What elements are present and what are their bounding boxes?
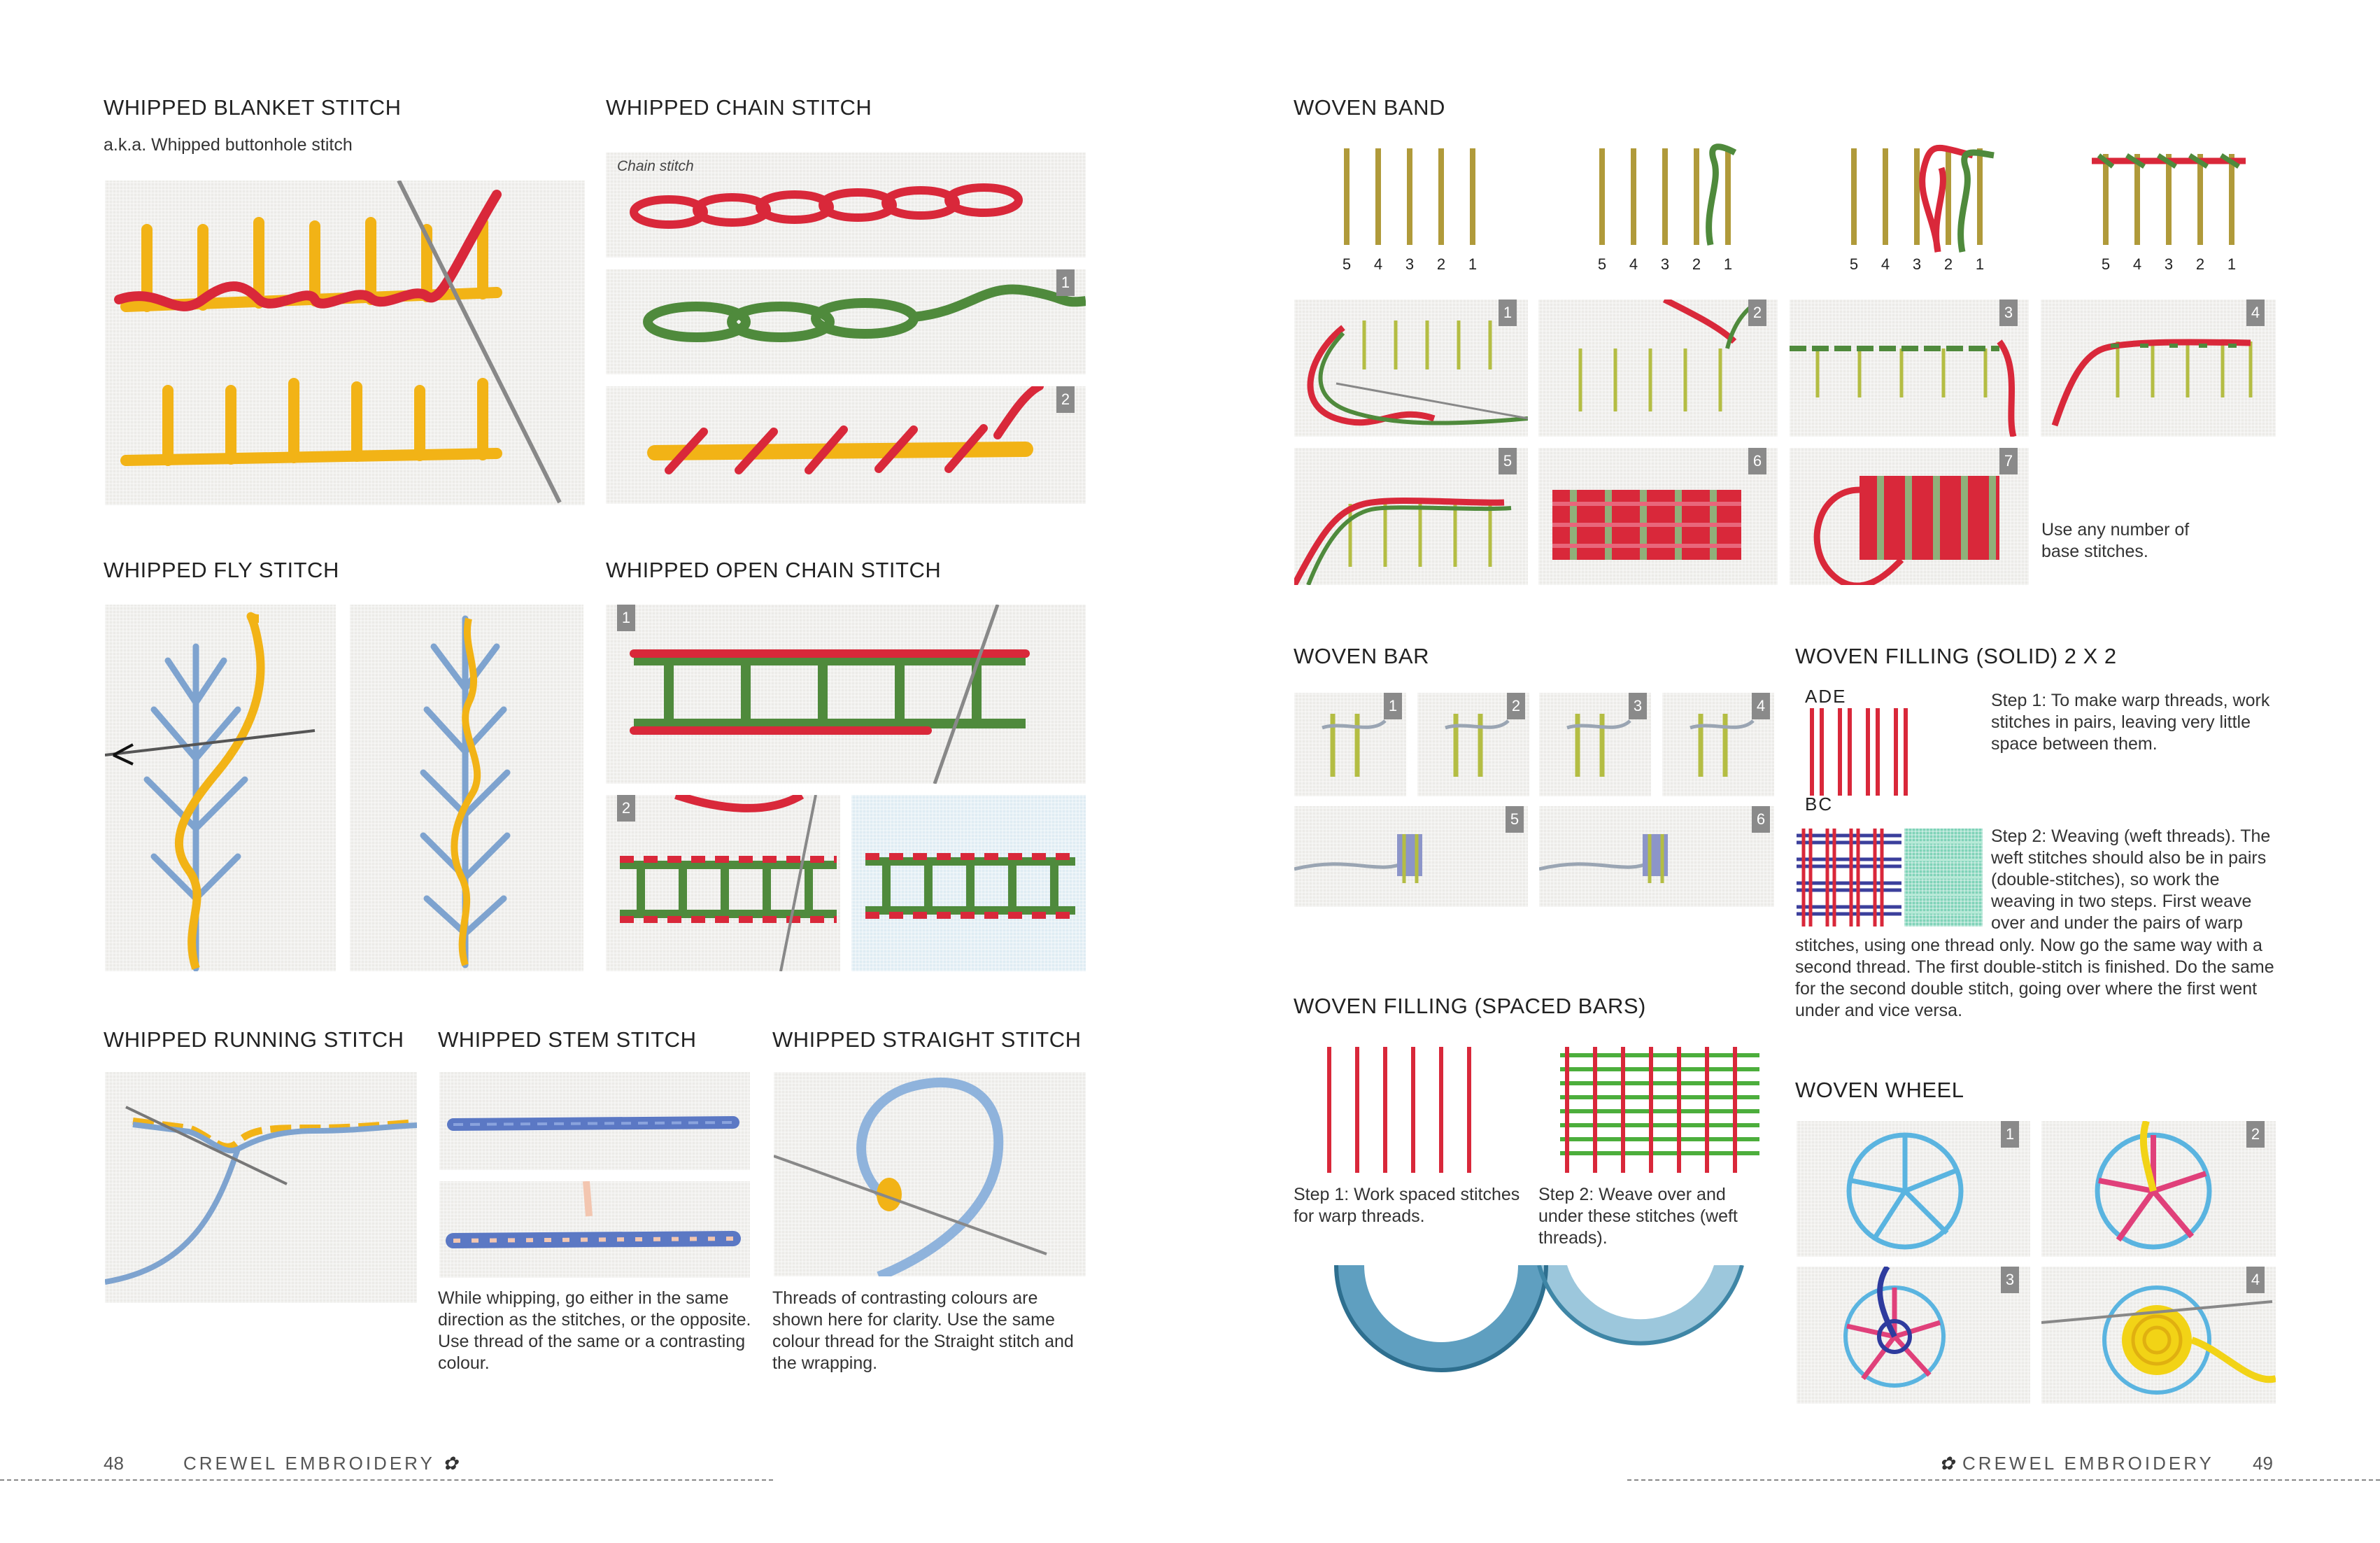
stem-stitch-photo-2 <box>439 1181 750 1278</box>
woven-band-diagrams <box>1322 140 2288 280</box>
chain-step-1-badge: 1 <box>1056 269 1075 296</box>
open-chain-finished-photo <box>851 795 1086 971</box>
woven-wheel-badge-2: 2 <box>2246 1121 2265 1148</box>
woven-filling-spaced-title: WOVEN FILLING (SPACED BARS) <box>1294 994 1646 1018</box>
whipped-blanket-photo <box>105 181 585 505</box>
running-head-right-text: CREWEL EMBROIDERY <box>1962 1453 2214 1474</box>
woven-bar-step-photo <box>1539 806 1774 907</box>
woven-band-diagram-number: 5 <box>1597 255 1607 273</box>
chain-stitch-photo <box>606 153 1086 258</box>
woven-band-diagram-number: 4 <box>1629 255 1638 273</box>
woven-band-badge-7: 7 <box>1999 448 2018 474</box>
woven-bar-step-badge: 1 <box>1384 693 1402 719</box>
spaced-bars-diagrams <box>1322 1047 1770 1187</box>
woven-wheel-step-1-photo <box>1797 1121 2030 1257</box>
whipped-chain-title: WHIPPED CHAIN STITCH <box>606 95 872 120</box>
woven-band-diagram-number: 3 <box>1912 255 1922 273</box>
woven-band-step-2-photo <box>1538 300 1778 437</box>
woven-bar-step-photo <box>1294 806 1528 907</box>
woven-band-diagram-number: 1 <box>1468 255 1478 273</box>
woven-wheel-badge-4: 4 <box>2246 1267 2265 1293</box>
page-number-right: 49 <box>2253 1453 2273 1474</box>
woven-band-badge-2: 2 <box>1748 300 1766 326</box>
whipped-blanket-aka: a.k.a. Whipped buttonhole stitch <box>104 135 353 155</box>
solid-weave-diagram <box>1797 829 1901 926</box>
woven-band-title: WOVEN BAND <box>1294 95 1445 120</box>
woven-band-step-3-photo <box>1790 300 2029 437</box>
whipped-fly-photo-2 <box>350 605 583 971</box>
woven-band-badge-3: 3 <box>1999 300 2018 326</box>
woven-band-diagram-number: 4 <box>1880 255 1890 273</box>
flourish-icon: ✿ <box>1939 1453 1955 1474</box>
woven-band-caption: Use any number of base stitches. <box>2041 520 2190 561</box>
woven-band-badge-6: 6 <box>1748 448 1766 474</box>
woven-band-step-6-photo <box>1538 448 1778 585</box>
woven-band-step-1-photo <box>1294 300 1528 437</box>
open-chain-step-1-photo <box>606 605 1086 784</box>
woven-bar-step-badge: 5 <box>1506 806 1524 833</box>
woven-filling-solid-title: WOVEN FILLING (SOLID) 2 X 2 <box>1795 644 2117 668</box>
chain-step-2-photo <box>606 386 1086 504</box>
woven-band-diagram-number: 2 <box>1943 255 1953 273</box>
woven-band-diagram-number: 4 <box>1373 255 1383 273</box>
whipped-straight-photo <box>774 1072 1086 1276</box>
woven-bar-step-photo <box>1662 693 1774 796</box>
running-head-right <box>1939 1453 2214 1474</box>
whipped-straight-caption: Threads of contrasting colours are shown here for clarity. Use the same colour thread for the Straight stitch and the wrapping. <box>772 1288 1074 1373</box>
woven-bar-step-badge: 2 <box>1507 693 1525 719</box>
woven-band-diagram-number: 3 <box>2164 255 2174 273</box>
woven-band-diagram-number: 1 <box>2227 255 2237 273</box>
woven-wheel-step-2-photo <box>2041 1121 2276 1257</box>
woven-band-diagram-number: 5 <box>1849 255 1859 273</box>
open-chain-step-2-badge: 2 <box>617 795 635 822</box>
woven-band-diagram-number: 2 <box>1436 255 1446 273</box>
whipped-stem-caption: While whipping, go either in the same direction as the stitches, or the opposite. Use thread of the same or a contrasting colour. <box>438 1288 751 1373</box>
solid-weave-photo <box>1904 829 1983 926</box>
spaced-bars-step-1: Step 1: Work spaced stitches for warp threads. <box>1294 1185 1520 1226</box>
woven-bar-title: WOVEN BAR <box>1294 644 1429 668</box>
whipped-stem-title: WHIPPED STEM STITCH <box>438 1027 697 1052</box>
whipped-fly-title: WHIPPED FLY STITCH <box>104 558 339 582</box>
woven-band-diagram-number: 4 <box>2132 255 2142 273</box>
woven-wheel-step-3-photo <box>1797 1267 2030 1404</box>
woven-wheel-badge-3: 3 <box>2001 1267 2019 1293</box>
woven-bar-step-badge: 3 <box>1629 693 1647 719</box>
solid-label-ade: ADE <box>1805 686 1847 707</box>
whipped-running-photo <box>105 1072 417 1303</box>
footer-rule-right <box>1627 1479 2380 1481</box>
solid-step-1: Step 1: To make warp threads, work stitches in pairs, leaving very little space between them. <box>1991 691 2270 754</box>
spaced-bars-step-2: Step 2: Weave over and under these stitches (weft threads). <box>1538 1185 1738 1248</box>
solid-step-2-part1: Step 2: Weaving (weft threads). The weft stitches should also be in pairs (double-stitches), so work the weaving in two steps. First weave over and under the pairs of warp <box>1991 826 2271 933</box>
solid-step-2-part2: stitches, using one thread only. Now go the same way with a second thread. The first double-stitch is finished. Do the same for the second double stitch, going over where the first went under and vice versa. <box>1795 936 2274 1020</box>
chain-step-2-badge: 2 <box>1056 386 1075 413</box>
whipped-running-title: WHIPPED RUNNING STITCH <box>104 1027 404 1052</box>
open-chain-step-1-badge: 1 <box>617 605 635 631</box>
woven-band-step-5-photo <box>1294 448 1528 585</box>
solid-label-bc: BC <box>1805 794 1834 815</box>
woven-band-diagram-number: 5 <box>1342 255 1352 273</box>
woven-band-step-7-photo <box>1790 448 2029 585</box>
woven-bar-step-photo <box>1294 693 1406 796</box>
woven-wheel-title: WOVEN WHEEL <box>1795 1078 1964 1102</box>
woven-band-badge-5: 5 <box>1499 448 1517 474</box>
woven-band-badge-1: 1 <box>1499 300 1517 326</box>
chain-stitch-label: Chain stitch <box>617 158 694 174</box>
woven-wheel-badge-1: 1 <box>2001 1121 2019 1148</box>
open-chain-step-2-photo <box>606 795 840 971</box>
woven-bar-step-badge: 4 <box>1752 693 1770 719</box>
solid-warp-diagram <box>1805 708 1924 799</box>
woven-band-badge-4: 4 <box>2246 300 2265 326</box>
woven-band-diagram-number: 1 <box>1975 255 1985 273</box>
woven-band-diagram-number: 2 <box>1692 255 1701 273</box>
woven-band-diagram-number: 3 <box>1660 255 1670 273</box>
footer-rule-left <box>0 1479 773 1481</box>
woven-wheel-step-4-photo <box>2041 1267 2276 1404</box>
whipped-straight-title: WHIPPED STRAIGHT STITCH <box>772 1027 1082 1052</box>
running-head-left <box>183 1453 458 1474</box>
woven-bar-step-photo <box>1417 693 1529 796</box>
chain-step-1-photo <box>606 269 1086 374</box>
stem-stitch-photo-1 <box>439 1072 750 1170</box>
page-number-left: 48 <box>104 1453 124 1474</box>
woven-band-diagram-number: 5 <box>2101 255 2111 273</box>
woven-filling-arc-photo <box>1329 1265 1749 1405</box>
whipped-blanket-title: WHIPPED BLANKET STITCH <box>104 95 402 120</box>
woven-bar-step-badge: 6 <box>1752 806 1770 833</box>
woven-bar-step-photo <box>1539 693 1651 796</box>
whipped-open-chain-title: WHIPPED OPEN CHAIN STITCH <box>606 558 942 582</box>
woven-band-diagram-number: 2 <box>2195 255 2205 273</box>
woven-band-diagram-number: 1 <box>1723 255 1733 273</box>
whipped-fly-photo-1 <box>105 605 336 971</box>
woven-band-step-4-photo <box>2041 300 2276 437</box>
woven-band-diagram-number: 3 <box>1405 255 1415 273</box>
flourish-icon: ✿ <box>442 1453 458 1474</box>
running-head-left-text: CREWEL EMBROIDERY <box>183 1453 435 1474</box>
